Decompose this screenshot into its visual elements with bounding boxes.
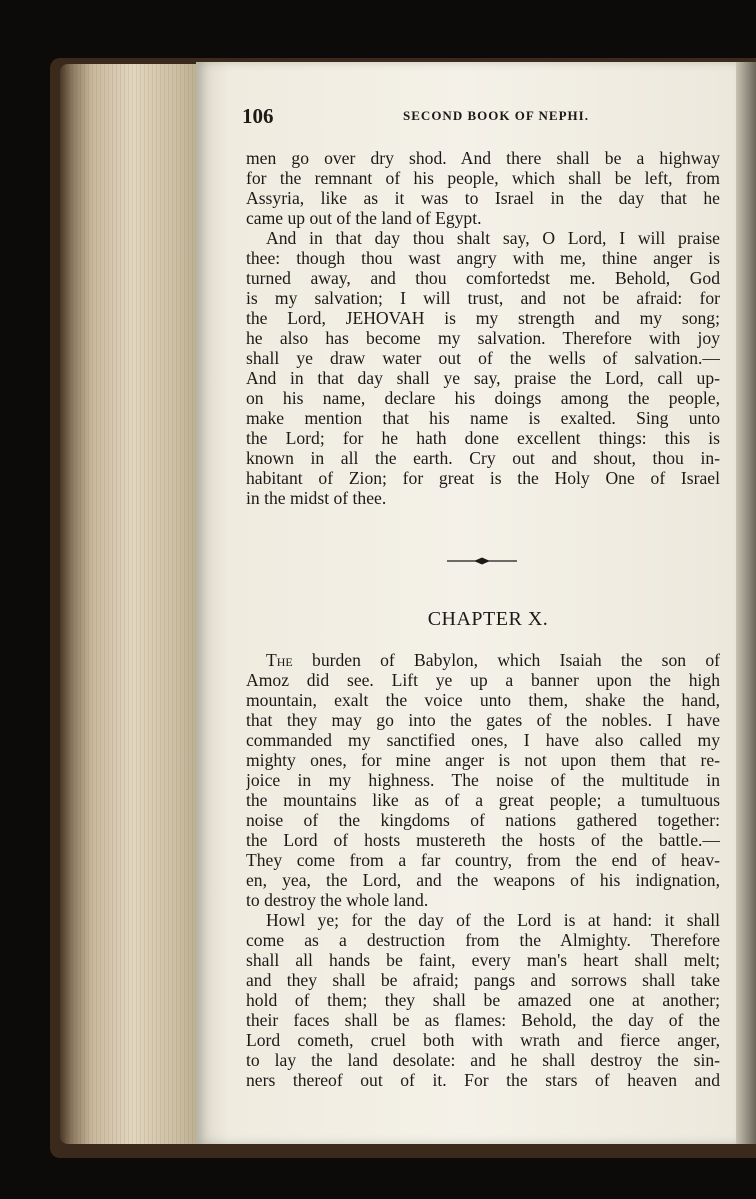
text-line: came up out of the land of Egypt. xyxy=(246,208,482,228)
text-line: And in that day thou shalt say, O Lord, I will praise xyxy=(266,228,720,248)
text-line: shall all hands be faint, every man's heart shall melt; xyxy=(246,950,720,970)
chapter-title: CHAPTER X. xyxy=(427,608,549,630)
text-line: is my salvation; I will trust, and not be afraid: for xyxy=(246,288,720,308)
text-line: turned away, and thou comfortedst me. Behold, God xyxy=(246,268,720,288)
text-line: the Lord of hosts mustereth the hosts of the battle.— xyxy=(246,830,720,850)
text-line: shall ye draw water out of the wells of salvation.— xyxy=(246,348,720,368)
text-line: en, yea, the Lord, and the weapons of his indignation, xyxy=(246,870,720,890)
text-line: come as a destruction from the Almighty. Therefore xyxy=(246,930,720,950)
text-line: noise of the kingdoms of nations gathered together: xyxy=(246,810,720,830)
section-2-text xyxy=(246,650,720,1090)
text-line: their faces shall be as flames: Behold, the day of the xyxy=(246,1010,720,1030)
text-line: And in that day shall ye say, praise the Lord, call up- xyxy=(246,368,720,388)
text-line: hold of them; they shall be amazed one at another; xyxy=(246,990,720,1010)
section-divider-ornament xyxy=(447,556,517,566)
chapter-first-word: The xyxy=(266,650,293,670)
text-line: commanded my sanctified ones, I have also called my xyxy=(246,730,720,750)
text-line: Lord cometh, cruel both with wrath and fierce anger, xyxy=(246,1030,720,1050)
text-line: the Lord, JEHOVAH is my strength and my song; xyxy=(246,308,720,328)
page-header xyxy=(242,104,720,134)
running-head: SECOND BOOK OF NEPHI. xyxy=(403,108,589,123)
page-number: 106 xyxy=(242,104,274,128)
page-edges xyxy=(60,64,205,1144)
text-line: in the midst of thee. xyxy=(246,488,387,508)
text-line: the Lord; for he hath done excellent things: this is xyxy=(246,428,720,448)
text-line xyxy=(246,650,720,670)
text-line: mighty ones, for mine anger is not upon them that re- xyxy=(246,750,720,770)
text-line: the mountains like as of a great people; a tumultuous xyxy=(246,790,720,810)
section-1-text xyxy=(246,148,720,508)
text-line: to destroy the whole land. xyxy=(246,890,429,910)
text-line: Assyria, like as it was to Israel in the day that he xyxy=(246,188,720,208)
text-line: habitant of Zion; for great is the Holy One of Israel xyxy=(246,468,720,488)
text-line: to lay the land desolate: and he shall destroy the sin- xyxy=(246,1050,720,1070)
text-line: ners thereof out of it. For the stars of heaven and xyxy=(246,1070,720,1090)
text-line: for the remnant of his people, which shall be left, from xyxy=(246,168,720,188)
chapter-first-line: burden of Babylon, which Isaiah the son of xyxy=(292,650,720,670)
text-line: Howl ye; for the day of the Lord is at hand: it shall xyxy=(266,910,720,930)
text-line: known in all the earth. Cry out and shout, thou in- xyxy=(246,448,720,468)
text-line: joice in my highness. The noise of the multitude in xyxy=(246,770,720,790)
text-line: on his name, declare his doings among the people, xyxy=(246,388,720,408)
text-line: thee: though thou wast angry with me, thine anger is xyxy=(246,248,720,268)
text-line: and they shall be afraid; pangs and sorrows shall take xyxy=(246,970,720,990)
text-line: They come from a far country, from the end of heav- xyxy=(246,850,720,870)
text-line: make mention that his name is exalted. Sing unto xyxy=(246,408,720,428)
text-line: Amoz did see. Lift ye up a banner upon the high xyxy=(246,670,720,690)
text-line: that they may go into the gates of the nobles. I have xyxy=(246,710,720,730)
page-gutter-shadow xyxy=(736,62,756,1144)
text-line: he also has become my salvation. Therefore with joy xyxy=(246,328,720,348)
text-line: mountain, exalt the voice unto them, shake the hand, xyxy=(246,690,720,710)
text-line: men go over dry shod. And there shall be a highway xyxy=(246,148,720,168)
